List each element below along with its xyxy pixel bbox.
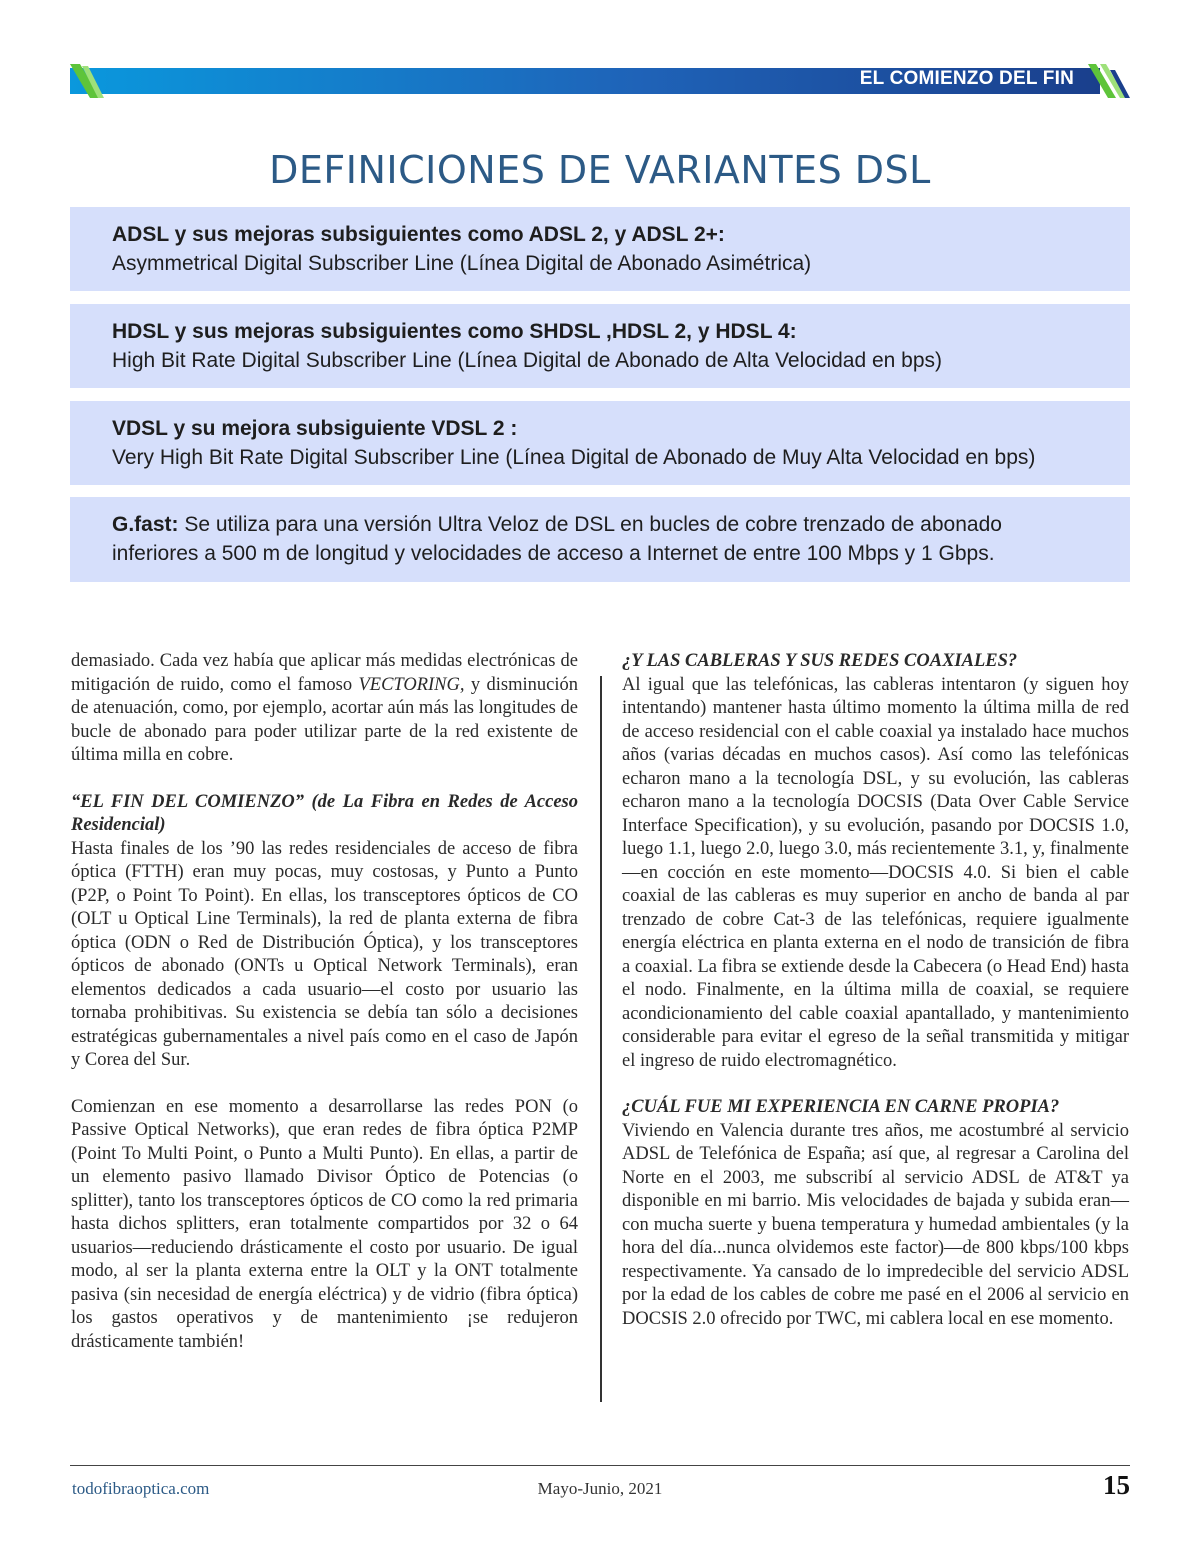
section-header-band [70, 64, 1130, 98]
paragraph: Viviendo en Valencia durante tres años, me acostumbré al servicio ADSL de Telefónica de España; así que, al regresar a Carolina del Norte en el 2003, me subscribí al servicio ADSL de AT&T ya disponible en mi barrio. Mis velocidades de bajada y subida eran—con mucha suerte y buena temperatura y humedad ambientales (y la hora del día...nunca olvidemos este factor)—de 800 kbps/100 kbps respectivamente. Ya cansado de lo impredecible del servicio ADSL por la edad de los cables de cobre me pasé en el 2006 al servicio en DOCSIS 2.0 ofrecido por TWC, mi cablera local en ese momento. [622, 1120, 1129, 1329]
page-number: 15 [1103, 1470, 1130, 1500]
paragraph: Al igual que las telefónicas, las cableras intentaron (y siguen hoy intentando) mantener hasta último momento la última milla de red de acceso residencial con el cable coaxial ya instalado hace muchos años (varias décadas en muchos casos). Así como las telefónicas echaron mano a la tecnología DSL, y su evolución, las cableras echaron mano a la tecnología DOCSIS (Data Over Cable Service Interface Specification), y su evolución, pasando por DOCSIS 1.0, luego 1.1, luego 2.0, luego 3.0, más recientemente 3.1, y, finalmente—en cocción en este momento—DOCSIS 4.0. Si bien el cable coaxial de las cableras es muy superior en ancho de banda al par trenzado de cobre Cat-3 de las telefónicas, requiere igualmente energía eléctrica en planta externa en el nodo de transición de fibra a coaxial. La fibra se extiende desde la Cabecera (o Head End) hasta el nodo. Finalmente, en la última milla de coaxial, se requiere acondicionamiento del cable coaxial apantallado, y mantenimiento considerable para evitar el egreso de la señal transmitida y mitigar el ingreso de ruido electromagnético. [622, 674, 1129, 1071]
footer-date: Mayo-Junio, 2021 [537, 1479, 663, 1498]
paragraph: Hasta finales de los ’90 las redes residenciales de acceso de fibra óptica (FTTH) eran muy pocas, muy costosas, y Punto a Punto (P2P, o Point To Point). En ellas, los transceptores ópticos de CO (OLT u Optical Line Terminals), la red de planta externa de fibra óptica (ODN o Red de Distribución Óptica), y los transceptores ópticos de abonado (ONTs u Optical Network Terminals), eran elementos dedicados a cada usuario—el costo por usuario las tornaba prohibitivas. Su existencia se debía tan sólo a decisiones estratégicas gubernamentales a nivel país como en el caso de Japón y Corea del Sur. [71, 838, 578, 1070]
right-column [622, 650, 1129, 1331]
column-divider [600, 676, 602, 1402]
definition-term: ADSL y sus mejoras subsiguientes como ADSL 2, y ADSL 2+: [112, 223, 725, 246]
section-title: EL COMIENZO DEL FIN [859, 68, 1074, 89]
footer-divider [70, 1465, 1130, 1466]
definition-box-gfast [70, 497, 1130, 582]
definition-box-hdsl [70, 304, 1130, 388]
definition-box-vdsl [70, 401, 1130, 485]
definition-box-adsl [70, 207, 1130, 291]
paragraph-italic: VECTORING, [358, 674, 465, 695]
paragraph-text: y disminución de atenuación, como, por ejemplo, acortar aún más las longitudes de bucle de abonado para poder utilizar parte de la red existente de última milla en cobre. [71, 674, 578, 765]
definition-term: HDSL y sus mejoras subsiguientes como SHDSL ,HDSL 2, y HDSL 4: [112, 320, 797, 343]
footer-website: todofibraoptica.com [72, 1479, 210, 1498]
definition-text: Very High Bit Rate Digital Subscriber Line (Línea Digital de Abonado de Muy Alta Velocidad en bps) [112, 446, 1036, 469]
definition-text: High Bit Rate Digital Subscriber Line (Línea Digital de Abonado de Alta Velocidad en bps) [112, 349, 943, 372]
definition-term: G.fast: [112, 513, 179, 536]
section-heading: ¿Y LAS CABLERAS Y SUS REDES COAXIALES? [622, 651, 1018, 671]
section-heading: ¿CUÁL FUE MI EXPERIENCIA EN CARNE PROPIA? [622, 1097, 1060, 1117]
section-heading: “EL FIN DEL COMIENZO” (de La Fibra en Redes de Acceso Residencial) [71, 791, 578, 835]
definition-term: VDSL y su mejora subsiguiente VDSL 2 : [112, 417, 518, 440]
definition-text: Se utiliza para una versión Ultra Veloz de DSL en bucles de cobre trenzado de abonado inferiores a 500 m de longitud y velocidades de acceso a Internet de entre 100 Mbps y 1 Gbps. [112, 513, 1002, 565]
left-column [71, 650, 578, 1354]
definition-text: Asymmetrical Digital Subscriber Line (Línea Digital de Abonado Asimétrica) [112, 252, 812, 275]
paragraph: Comienzan en ese momento a desarrollarse las redes PON (o Passive Optical Networks), que eran redes de fibra óptica P2MP (Point To Multi Point, o Punto a Multi Punto). En ellas, a partir de un elemento pasivo llamado Divisor Óptico de Potencias (o splitter), tanto los transceptores ópticos de CO como la red primaria hasta dichos splitters, eran totalmente compartidos por 32 o 64 usuarios—reduciendo drásticamente el costo por usuario. De igual modo, al ser la planta externa entre la OLT y la ONT totalmente pasiva (sin necesidad de energía eléctrica) y de vidrio (fibra óptica) los gastos operativos y de mantenimiento ¡se redujeron drásticamente también! [71, 1096, 578, 1352]
paragraph [71, 650, 578, 768]
paragraph-text: demasiado. Cada vez había que aplicar más medidas electrónicas de mitigación de ruido, como el famoso [71, 651, 578, 695]
page-title: DEFINICIONES DE VARIANTES DSL [269, 148, 931, 192]
